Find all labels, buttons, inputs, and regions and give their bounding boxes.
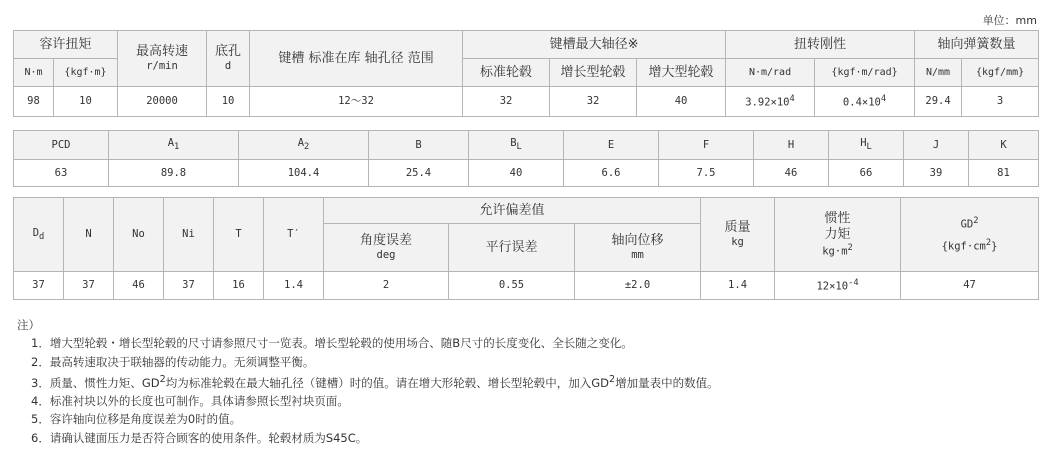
note3-part-a: 3．质量、惯性力矩、GD [31, 375, 160, 390]
gd2-unit-exp: 2 [985, 237, 992, 248]
note-item: 2．最高转速取决于联轴器的传动能力。无须调整平衡。 [31, 354, 315, 369]
gd2-exp: 2 [973, 216, 979, 227]
cell-torque-kgfm: 10 [54, 87, 118, 117]
header-ni: Ni [164, 198, 214, 272]
header-mass-unit: kg [731, 236, 744, 248]
notes-section [17, 316, 719, 447]
cell-bore: 10 [207, 87, 250, 117]
header-extended-hub: 增长型轮毂 [550, 59, 637, 87]
header-bl-sub: L [516, 142, 522, 153]
header-dd [14, 198, 64, 272]
cell-spring-kgf-mm: 3 [962, 87, 1039, 117]
cell-dd: 37 [14, 272, 64, 300]
header-bl-letter: B [510, 137, 517, 150]
spec-table-torque [13, 30, 1039, 117]
inertia-base: 12×10 [816, 280, 849, 293]
cell-torque-nm: 98 [14, 87, 54, 117]
cell-mass: 1.4 [701, 272, 775, 300]
header-max-speed-label: 最高转速 [136, 44, 189, 60]
cell-h: 46 [754, 160, 829, 187]
header-gd2-label [903, 216, 1036, 231]
header-axial-unit: mm [631, 249, 644, 261]
header-angular-unit: deg [376, 249, 396, 261]
cell-angular: 2 [324, 272, 449, 300]
cell-t: 16 [214, 272, 264, 300]
cell-k: 81 [969, 160, 1039, 187]
unit-kgfm: {kgf·m} [54, 59, 118, 87]
header-f: F [659, 131, 754, 160]
note3-part-c: 增加量表中的数值。 [615, 375, 719, 390]
note-item-3 [17, 371, 719, 392]
notes-list [17, 334, 719, 447]
gd2-unit-post: } [991, 240, 998, 252]
cell-e: 6.6 [564, 160, 659, 187]
header-dd-letter: D [32, 226, 40, 239]
stiffness-nm-base: 3.92×10 [745, 96, 790, 109]
cell-inertia [775, 272, 901, 300]
header-bl [469, 131, 564, 160]
header-torsional-stiffness: 扭转刚性 [726, 31, 915, 59]
cell-spring-n-mm: 29.4 [915, 87, 962, 117]
inertia-exp: -4 [848, 277, 859, 288]
cell-max-bore-extended: 32 [550, 87, 637, 117]
header-mass-label: 质量 [724, 220, 751, 236]
header-dd-sub: d [39, 231, 45, 242]
header-hl [829, 131, 904, 160]
header-inertia-unit [777, 243, 898, 258]
header-a2-sub: 2 [304, 142, 310, 153]
header-bore [207, 31, 250, 87]
header-max-speed-unit: r/min [146, 60, 178, 72]
header-bore-label: 底孔 [215, 44, 242, 60]
header-gd2-unit [903, 238, 1036, 253]
cell-axial: ±2.0 [575, 272, 701, 300]
header-a1 [109, 131, 239, 160]
unit-kgf-mm: {kgf/mm} [962, 59, 1039, 87]
note3-exp-2: 2 [608, 373, 616, 385]
header-a1-sub: 1 [174, 142, 180, 153]
header-gd2 [901, 198, 1039, 272]
cell-max-speed: 20000 [118, 87, 207, 117]
gd2-letters: GD [960, 218, 974, 231]
header-h: H [754, 131, 829, 160]
cell-stiffness-nm [726, 87, 815, 117]
header-max-speed [118, 31, 207, 87]
header-a1-letter: A [167, 137, 175, 150]
header-hl-letter: H [860, 137, 867, 150]
header-keyway-max-bore: 键槽最大轴径※ [463, 31, 726, 59]
cell-gd2: 47 [901, 272, 1039, 300]
cell-a1: 89.8 [109, 160, 239, 187]
header-allowable-torque: 容许扭矩 [14, 31, 118, 59]
header-b: B [369, 131, 469, 160]
spec-table-dimensions [13, 130, 1039, 187]
inertia-unit-exp: 2 [847, 242, 853, 253]
header-bore-symbol: d [224, 60, 232, 72]
header-allowable-misalignment: 允许偏差值 [324, 198, 701, 224]
note3-exp-1: 2 [159, 373, 166, 385]
stiffness-nm-exp: 4 [789, 93, 795, 104]
stiffness-kgfm-exp: 4 [880, 93, 887, 104]
note-item: 1．增大型轮毂・增长型轮毂的尺寸请参照尺寸一览表。增长型轮毂的使用场合、随B尺寸的长度变化、全长随之变化。 [31, 336, 633, 351]
header-axial-label: 轴向位移 [611, 233, 664, 249]
cell-parallel: 0.55 [449, 272, 575, 300]
note-item: 4．标准衬块以外的长度也可制作。具体请参照长型衬块页面。 [31, 394, 349, 409]
cell-max-bore-enlarged: 40 [637, 87, 726, 117]
header-inertia-line2: 力矩 [824, 226, 851, 242]
header-no: No [114, 198, 164, 272]
cell-max-bore-standard: 32 [463, 87, 550, 117]
header-mass [701, 198, 775, 272]
cell-keyway-range: 12～32 [250, 87, 463, 117]
header-t-prime: T′ [264, 198, 324, 272]
header-a2 [239, 131, 369, 160]
cell-no: 46 [114, 272, 164, 300]
cell-pcd: 63 [14, 160, 109, 187]
cell-n: 37 [64, 272, 114, 300]
cell-stiffness-kgfm [815, 87, 915, 117]
note-item: 5．容许轴向位移是角度误差为0时的值。 [31, 412, 242, 427]
cell-t-prime: 1.4 [264, 272, 324, 300]
header-standard-hub: 标准轮毂 [463, 59, 550, 87]
unit-nm: N·m [14, 59, 54, 87]
header-axial-spring: 轴向弹簧数量 [915, 31, 1039, 59]
cell-b: 25.4 [369, 160, 469, 187]
unit-nm-rad: N·m/rad [726, 59, 815, 87]
cell-hl: 66 [829, 160, 904, 187]
unit-kgfm-rad: {kgf·m/rad} [815, 59, 915, 87]
cell-a2: 104.4 [239, 160, 369, 187]
header-parallel: 平行误差 [449, 224, 575, 272]
unit-n-mm: N/mm [915, 59, 962, 87]
stiffness-kgfm-base: 0.4×10 [842, 96, 881, 109]
header-angular-label: 角度误差 [359, 233, 412, 249]
header-k: K [969, 131, 1039, 160]
header-enlarged-hub: 增大型轮毂 [637, 59, 726, 87]
header-inertia [775, 198, 901, 272]
header-e: E [564, 131, 659, 160]
header-j: J [904, 131, 969, 160]
header-pcd: PCD [14, 131, 109, 160]
cell-j: 39 [904, 160, 969, 187]
header-a2-letter: A [297, 137, 305, 150]
cell-bl: 40 [469, 160, 564, 187]
header-axial-displacement [575, 224, 701, 272]
header-hl-sub: L [866, 142, 872, 153]
header-angular [324, 224, 449, 272]
header-n: N [64, 198, 114, 272]
unit-note: 单位：mm [982, 14, 1037, 27]
notes-title: 注） [17, 318, 40, 332]
cell-f: 7.5 [659, 160, 754, 187]
note-item: 6．请确认键面压力是否符合顾客的使用条件。轮毂材质为S45C。 [31, 430, 368, 445]
gd2-unit-pre: {kgf·cm [941, 240, 986, 252]
cell-ni: 37 [164, 272, 214, 300]
header-t: T [214, 198, 264, 272]
spec-table-misalignment [13, 197, 1039, 300]
note3-part-b: 均为标准轮毂在最大轴孔径（键槽）时的值。请在增大形轮毂、增长型轮毂中，加入GD [165, 375, 609, 390]
inertia-unit-base: kg·m [822, 245, 848, 258]
header-inertia-line1: 惯性 [824, 211, 851, 227]
header-keyway-stock-range: 键槽 标准在库 轴孔径 范围 [250, 31, 463, 87]
